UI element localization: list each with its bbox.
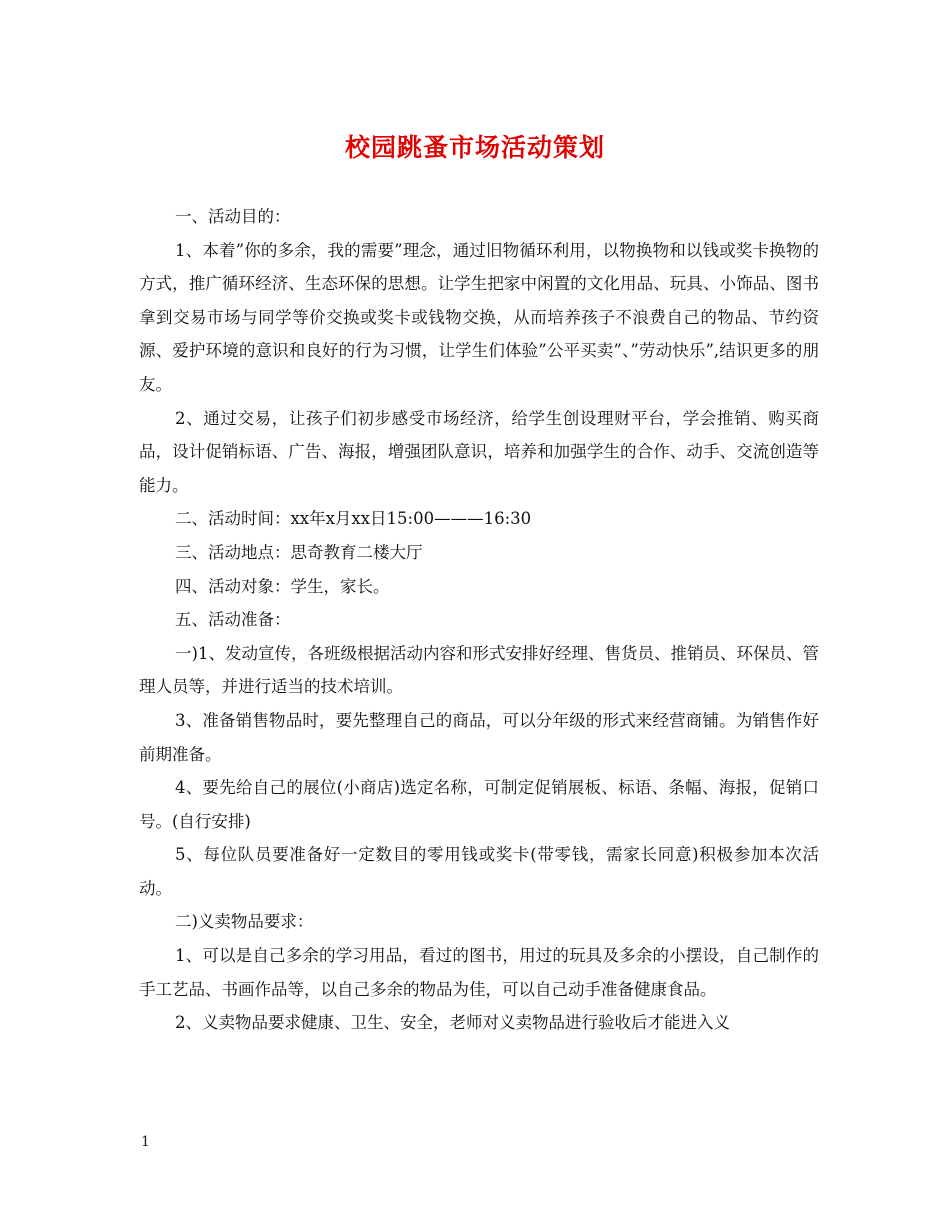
paragraph-time: 二、活动时间：xx年x月xx日15:00———16:30 [175, 509, 532, 529]
paragraph-section-5-heading: 五、活动准备： [175, 610, 291, 630]
document-body [139, 200, 819, 1040]
paragraph-requirements-heading: 二)义卖物品要求： [175, 912, 314, 932]
paragraph-requirement-2: 2、义卖物品要求健康、卫生、安全，老师对义卖物品进行验收后才能进入义 [175, 1013, 730, 1033]
paragraph-section-1-heading: 一、活动目的： [175, 207, 291, 226]
paragraph-audience: 四、活动对象：学生，家长。 [175, 576, 390, 596]
paragraph-location: 三、活动地点：思奇教育二楼大厅 [175, 542, 423, 562]
paragraph-requirement-1: 1、可以是自己多余的学习用品，看过的图书，用过的玩具及多余的小摆设，自己制作的手工艺品、书画作品等，以自己多余的物品为佳，可以自己动手准备健康食品。 [139, 946, 819, 999]
page-number: 1 [141, 1134, 150, 1150]
paragraph-prep-4: 4、要先给自己的展位(小商店)选定名称，可制定促销展板、标语、条幅、海报，促销口号。(自行安排) [139, 778, 819, 831]
paragraph-prep-3: 3、准备销售物品时，要先整理自己的商品，可以分年级的形式来经营商铺。为销售作好前期准备。 [139, 710, 819, 764]
document-title: 校园跳蚤市场活动策划 [344, 133, 605, 162]
paragraph-prep-1: 一)1、发动宣传，各班级根据活动内容和形式安排好经理、售货员、推销员、环保员、管理人员等，并进行适当的技术培训。 [139, 643, 819, 697]
paragraph-purpose-1: 1、本着”你的多余，我的需要”理念，通过旧物循环利用，以物换物和以钱或奖卡换物的方式，推广循环经济、生态环保的思想。让学生把家中闲置的文化用品、玩具、小饰品、图书拿到交易市场与同学等价交换或奖卡或钱物交换，从而培养孩子不浪费自己的物品、节约资源、爱护环境的意识和良好的行为习惯，让学生们体验”公平买卖”、”劳动快乐”,结识更多的朋友。 [139, 240, 819, 394]
paragraph-purpose-2: 2、通过交易，让孩子们初步感受市场经济，给学生创设理财平台，学会推销、购买商品，设计促销标语、广告、海报，增强团队意识，培养和加强学生的合作、动手、交流创造等能力。 [139, 408, 819, 495]
paragraph-prep-5: 5、每位队员要准备好一定数目的零用钱或奖卡(带零钱，需家长同意)积极参加本次活动。 [139, 845, 819, 898]
